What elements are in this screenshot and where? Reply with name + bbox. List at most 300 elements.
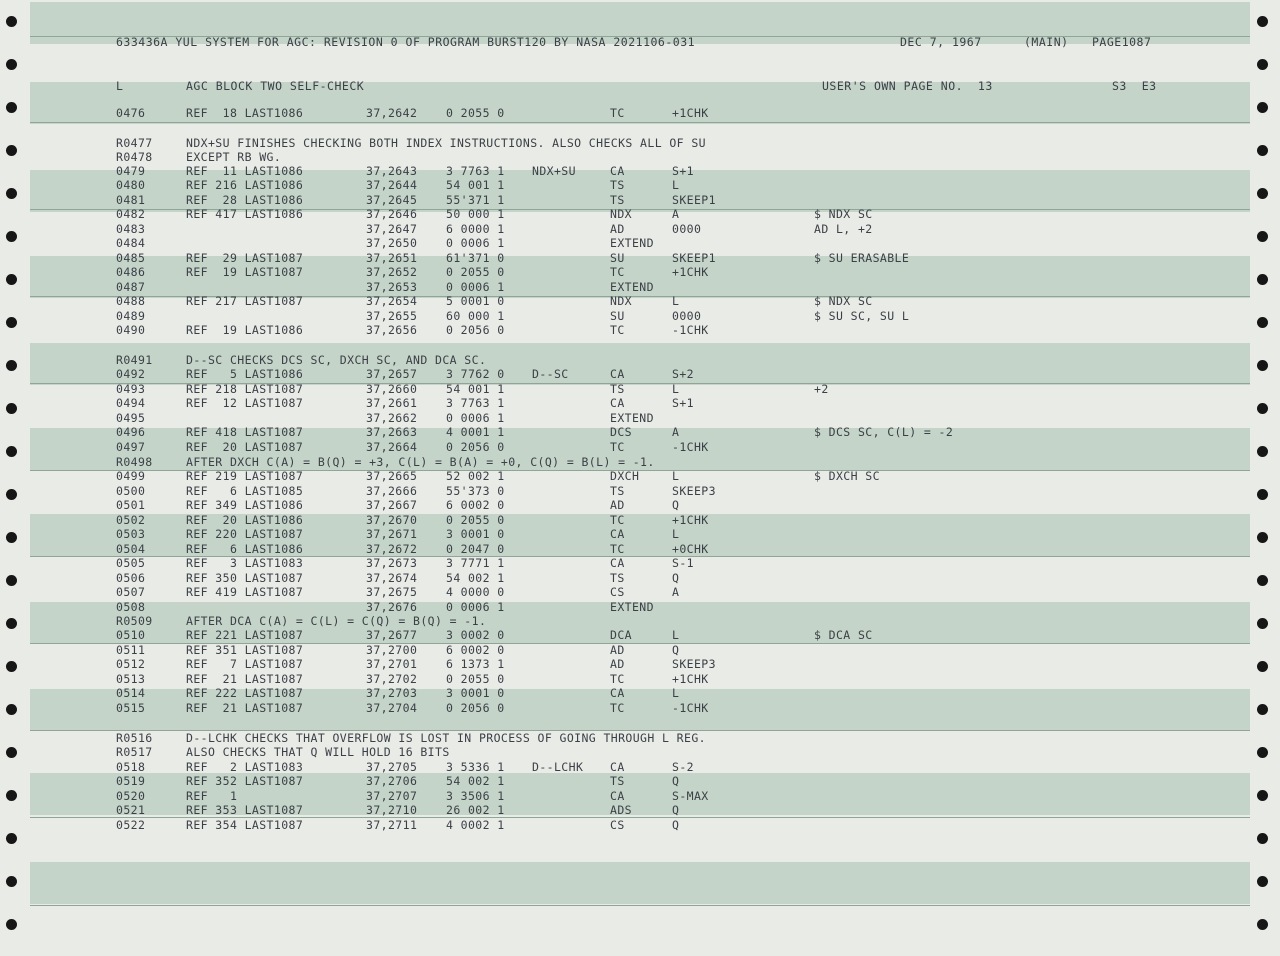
ref-field: REF 11 LAST1086 [186,164,304,178]
ref-field: REF 351 LAST1087 [186,643,304,657]
listing-row [0,745,1280,759]
address-field: 37,2711 [366,818,418,832]
line-number: 0514 [116,686,146,700]
ref-field: REF 29 LAST1087 [186,251,304,265]
opcode-field: EXTEND [610,280,654,294]
ref-field: REF 19 LAST1087 [186,265,304,279]
listing-row [0,571,1280,585]
listing-row [0,643,1280,657]
operand-field: S-1 [672,556,694,570]
listing-row [0,469,1280,483]
opcode-field: TC [610,701,625,715]
opcode-field: CA [610,164,625,178]
ref-field: REF 350 LAST1087 [186,571,304,585]
octal-field: 0 2055 0 [446,672,505,686]
label-field: D--SC [532,367,569,381]
operand-field: S-2 [672,760,694,774]
operand-field: +1CHK [672,265,709,279]
operand-field: +1CHK [672,513,709,527]
address-field: 37,2642 [366,106,418,120]
address-field: 37,2704 [366,701,418,715]
octal-field: 3 7763 1 [446,396,505,410]
listing-row [0,265,1280,279]
section-title: AGC BLOCK TWO SELF-CHECK [186,79,365,93]
opcode-field: CS [610,585,625,599]
octal-field: 61'371 0 [446,251,505,265]
line-number: 0518 [116,760,146,774]
octal-field: 4 0000 0 [446,585,505,599]
opcode-field: NDX [610,294,632,308]
operand-field: SKEEP1 [672,193,716,207]
address-field: 37,2700 [366,643,418,657]
feed-hole [1257,919,1268,930]
line-number: 0521 [116,803,146,817]
octal-field: 0 2047 0 [446,542,505,556]
line-number: 0484 [116,236,146,250]
opcode-field: TC [610,106,625,120]
line-number: 0503 [116,527,146,541]
line-number: 0511 [116,643,146,657]
ref-field: REF 217 LAST1087 [186,294,304,308]
octal-field: 4 0002 1 [446,818,505,832]
operand-field: L [672,382,680,396]
feed-hole [1257,16,1268,27]
octal-field: 0 2055 0 [446,106,505,120]
listing-row [0,411,1280,425]
operand-field: Q [672,643,680,657]
line-number: 0506 [116,571,146,585]
listing-row [0,222,1280,236]
ref-field: ALSO CHECKS THAT Q WILL HOLD 16 BITS [186,745,450,759]
comment-field: $ SU ERASABLE [814,251,910,265]
octal-field: 54 002 1 [446,571,505,585]
ref-field: REF 5 LAST1086 [186,367,304,381]
line-number: 0485 [116,251,146,265]
listing-row [0,236,1280,250]
octal-field: 6 1373 1 [446,657,505,671]
line-number: 0486 [116,265,146,279]
opcode-field: EXTEND [610,236,654,250]
ref-field: REF 3 LAST1083 [186,556,304,570]
opcode-field: AD [610,222,625,236]
address-field: 37,2650 [366,236,418,250]
opcode-field: AD [610,643,625,657]
octal-field: 55'371 1 [446,193,505,207]
address-field: 37,2703 [366,686,418,700]
octal-field: 3 7763 1 [446,164,505,178]
operand-field: 0000 [672,222,702,236]
octal-field: 55'373 0 [446,484,505,498]
operand-field: -1CHK [672,440,709,454]
operand-field: S+1 [672,164,694,178]
opcode-field: CS [610,818,625,832]
greenbar-rule [30,905,1250,906]
header-page: PAGE1087 [1092,35,1152,49]
octal-field: 60 000 1 [446,309,505,323]
opcode-field: CA [610,527,625,541]
opcode-field: SU [610,309,625,323]
ref-field: REF 218 LAST1087 [186,382,304,396]
octal-field: 3 5336 1 [446,760,505,774]
feed-hole [1257,833,1268,844]
octal-field: 3 7771 1 [446,556,505,570]
ref-field: REF 349 LAST1086 [186,498,304,512]
operand-field: A [672,207,680,221]
octal-field: 54 001 1 [446,382,505,396]
address-field: 37,2644 [366,178,418,192]
operand-field: L [672,469,680,483]
listing-row [0,628,1280,642]
opcode-field: TC [610,513,625,527]
address-field: 37,2645 [366,193,418,207]
operand-field: Q [672,571,680,585]
operand-field: L [672,178,680,192]
opcode-field: TS [610,774,625,788]
octal-field: 0 2055 0 [446,265,505,279]
operand-field: L [672,527,680,541]
listing-row [0,686,1280,700]
header-title: 633436A YUL SYSTEM FOR AGC: REVISION 0 OF PROGRAM BURST120 BY NASA 2021106-031 [116,35,696,49]
operand-field: A [672,425,680,439]
octal-field: 6 0002 0 [446,643,505,657]
ref-field: AFTER DXCH C(A) = B(Q) = +3, C(L) = B(A) = +0, C(Q) = B(L) = -1. [186,455,655,469]
listing-row [0,150,1280,164]
line-number: 0520 [116,789,146,803]
opcode-field: ADS [610,803,632,817]
address-field: 37,2701 [366,657,418,671]
line-number: 0512 [116,657,146,671]
line-number: R0516 [116,731,153,745]
ref-field: NDX+SU FINISHES CHECKING BOTH INDEX INSTRUCTIONS. ALSO CHECKS ALL OF SU [186,136,706,150]
address-field: 37,2646 [366,207,418,221]
opcode-field: TC [610,265,625,279]
address-field: 37,2707 [366,789,418,803]
line-number: 0522 [116,818,146,832]
opcode-field: EXTEND [610,600,654,614]
comment-field: $ SU SC, SU L [814,309,910,323]
listing-row [0,672,1280,686]
operand-field: A [672,585,680,599]
address-field: 37,2647 [366,222,418,236]
listing-row [0,178,1280,192]
ref-field: REF 220 LAST1087 [186,527,304,541]
ref-field: D--SC CHECKS DCS SC, DXCH SC, AND DCA SC. [186,353,487,367]
octal-field: 0 2056 0 [446,440,505,454]
operand-field: Q [672,498,680,512]
octal-field: 50 000 1 [446,207,505,221]
feed-hole [6,59,17,70]
address-field: 37,2662 [366,411,418,425]
address-field: 37,2675 [366,585,418,599]
opcode-field: CA [610,556,625,570]
octal-field: 6 0000 1 [446,222,505,236]
opcode-field: CA [610,789,625,803]
address-field: 37,2657 [366,367,418,381]
listing-row [0,455,1280,469]
listing-row [0,294,1280,308]
address-field: 37,2654 [366,294,418,308]
octal-field: 5 0001 0 [446,294,505,308]
operand-field: L [672,686,680,700]
opcode-field: TS [610,178,625,192]
line-number: 0513 [116,672,146,686]
ref-field: REF 20 LAST1087 [186,440,304,454]
operand-field: Q [672,818,680,832]
comment-field: $ NDX SC [814,207,873,221]
listing-row [0,353,1280,367]
ref-field: REF 19 LAST1086 [186,323,304,337]
ref-field: REF 216 LAST1086 [186,178,304,192]
line-number: 0492 [116,367,146,381]
ref-field: REF 418 LAST1087 [186,425,304,439]
address-field: 37,2661 [366,396,418,410]
line-number: 0490 [116,323,146,337]
opcode-field: TC [610,672,625,686]
comment-field: $ NDX SC [814,294,873,308]
line-number: R0477 [116,136,153,150]
octal-field: 3 0001 0 [446,686,505,700]
ref-field: AFTER DCA C(A) = C(L) = C(Q) = B(Q) = -1. [186,614,487,628]
address-field: 37,2656 [366,323,418,337]
opcode-field: AD [610,498,625,512]
operand-field: S+2 [672,367,694,381]
opcode-field: TS [610,193,625,207]
opcode-field: TS [610,484,625,498]
address-field: 37,2667 [366,498,418,512]
operand-field: S+1 [672,396,694,410]
address-field: 37,2663 [366,425,418,439]
address-field: 37,2664 [366,440,418,454]
line-number: 0482 [116,207,146,221]
comment-field: +2 [814,382,829,396]
header-main: (MAIN) [1024,35,1069,49]
line-number: 0494 [116,396,146,410]
address-field: 37,2705 [366,760,418,774]
octal-field: 54 002 1 [446,774,505,788]
address-field: 37,2677 [366,628,418,642]
ref-field: REF 6 LAST1085 [186,484,304,498]
line-number: 0499 [116,469,146,483]
ref-field: REF 12 LAST1087 [186,396,304,410]
line-number: 0480 [116,178,146,192]
listing-row [0,309,1280,323]
line-number: R0491 [116,353,153,367]
label-field: D--LCHK [532,760,584,774]
ref-field: REF 20 LAST1086 [186,513,304,527]
comment-field: $ DCA SC [814,628,873,642]
listing-row [0,701,1280,715]
address-field: 37,2710 [366,803,418,817]
octal-field: 54 001 1 [446,178,505,192]
opcode-field: TC [610,542,625,556]
operand-field: 0000 [672,309,702,323]
listing-row [0,760,1280,774]
ref-field: REF 28 LAST1086 [186,193,304,207]
address-field: 37,2651 [366,251,418,265]
line-number: 0497 [116,440,146,454]
operand-field: +1CHK [672,106,709,120]
ref-field: EXCEPT RB WG. [186,150,282,164]
listing-row [0,818,1280,832]
listing-row [0,440,1280,454]
opcode-field: DXCH [610,469,640,483]
line-number: 0505 [116,556,146,570]
opcode-field: AD [610,657,625,671]
ref-field: REF 18 LAST1086 [186,106,304,120]
listing-row [0,527,1280,541]
operand-field: Q [672,803,680,817]
opcode-field: EXTEND [610,411,654,425]
line-number: 0501 [116,498,146,512]
opcode-field: TS [610,382,625,396]
octal-field: 3 3506 1 [446,789,505,803]
listing-row [0,542,1280,556]
listing-row [0,280,1280,294]
octal-field: 0 0006 1 [446,236,505,250]
operand-field: Q [672,774,680,788]
octal-field: 0 0006 1 [446,280,505,294]
line-number: 0507 [116,585,146,599]
listing-row [0,803,1280,817]
octal-field: 3 0001 0 [446,527,505,541]
operand-field: SKEEP3 [672,657,716,671]
section-tag: S3 E3 [1112,79,1157,93]
ref-field: REF 352 LAST1087 [186,774,304,788]
listing-row [0,585,1280,599]
address-field: 37,2706 [366,774,418,788]
operand-field: L [672,294,680,308]
opcode-field: CA [610,686,625,700]
ref-field: REF 21 LAST1087 [186,701,304,715]
operand-field: S-MAX [672,789,709,803]
ref-field: REF 354 LAST1087 [186,818,304,832]
greenbar-band [30,862,1250,904]
listing-row [0,136,1280,150]
operand-field: +0CHK [672,542,709,556]
octal-field: 0 2055 0 [446,513,505,527]
operand-field: L [672,628,680,642]
opcode-field: CA [610,396,625,410]
octal-field: 3 0002 0 [446,628,505,642]
feed-hole [6,16,17,27]
feed-hole [6,833,17,844]
feed-hole [1257,876,1268,887]
line-number: R0509 [116,614,153,628]
operand-field: SKEEP1 [672,251,716,265]
listing-row [0,614,1280,628]
address-field: 37,2673 [366,556,418,570]
listing-row [0,164,1280,178]
address-field: 37,2672 [366,542,418,556]
address-field: 37,2643 [366,164,418,178]
opcode-field: SU [610,251,625,265]
address-field: 37,2666 [366,484,418,498]
listing-row [0,396,1280,410]
opcode-field: TC [610,323,625,337]
address-field: 37,2671 [366,527,418,541]
line-number: 0488 [116,294,146,308]
ref-field: REF 221 LAST1087 [186,628,304,642]
line-number: 0487 [116,280,146,294]
listing-row [0,106,1280,120]
greenbar-rule [30,122,1250,123]
line-number: R0498 [116,455,153,469]
line-number: 0508 [116,600,146,614]
opcode-field: CA [610,367,625,381]
feed-hole [6,919,17,930]
listing-row [0,731,1280,745]
operand-field: +1CHK [672,672,709,686]
header-date: DEC 7, 1967 [900,35,982,49]
line-number: 0496 [116,425,146,439]
listing-row [0,484,1280,498]
listing-row [0,789,1280,803]
ref-field: REF 419 LAST1087 [186,585,304,599]
octal-field: 3 7762 0 [446,367,505,381]
octal-field: 4 0001 1 [446,425,505,439]
address-field: 37,2653 [366,280,418,294]
listing-row [0,498,1280,512]
listing-row [0,382,1280,396]
address-field: 37,2665 [366,469,418,483]
operand-field: SKEEP3 [672,484,716,498]
comment-field: AD L, +2 [814,222,873,236]
label-field: NDX+SU [532,164,576,178]
operand-field: -1CHK [672,701,709,715]
opcode-field: DCA [610,628,632,642]
line-number: 0489 [116,309,146,323]
address-field: 37,2655 [366,309,418,323]
listing-row [0,657,1280,671]
address-field: 37,2660 [366,382,418,396]
opcode-field: NDX [610,207,632,221]
line-number: 0500 [116,484,146,498]
line-number: 0519 [116,774,146,788]
line-number: 0504 [116,542,146,556]
line-number: R0478 [116,150,153,164]
line-number: 0502 [116,513,146,527]
ref-field: D--LCHK CHECKS THAT OVERFLOW IS LOST IN PROCESS OF GOING THROUGH L REG. [186,731,706,745]
listing-row [0,193,1280,207]
ref-field: REF 6 LAST1086 [186,542,304,556]
line-number: 0476 [116,106,146,120]
octal-field: 0 2056 0 [446,701,505,715]
octal-field: 0 0006 1 [446,411,505,425]
listing-row [0,513,1280,527]
octal-field: 0 2056 0 [446,323,505,337]
listing-row [0,556,1280,570]
line-number: 0510 [116,628,146,642]
address-field: 37,2702 [366,672,418,686]
octal-field: 26 002 1 [446,803,505,817]
comment-field: $ DCS SC, C(L) = -2 [814,425,954,439]
octal-field: 0 0006 1 [446,600,505,614]
ref-field: REF 417 LAST1086 [186,207,304,221]
octal-field: 6 0002 0 [446,498,505,512]
listing-row [0,207,1280,221]
opcode-field: CA [610,760,625,774]
ref-field: REF 21 LAST1087 [186,672,304,686]
line-number: R0517 [116,745,153,759]
line-number: 0481 [116,193,146,207]
address-field: 37,2652 [366,265,418,279]
opcode-field: TS [610,571,625,585]
listing-row [0,774,1280,788]
ref-field: REF 7 LAST1087 [186,657,304,671]
ref-field: REF 219 LAST1087 [186,469,304,483]
listing-row [0,425,1280,439]
comment-field: $ DXCH SC [814,469,880,483]
